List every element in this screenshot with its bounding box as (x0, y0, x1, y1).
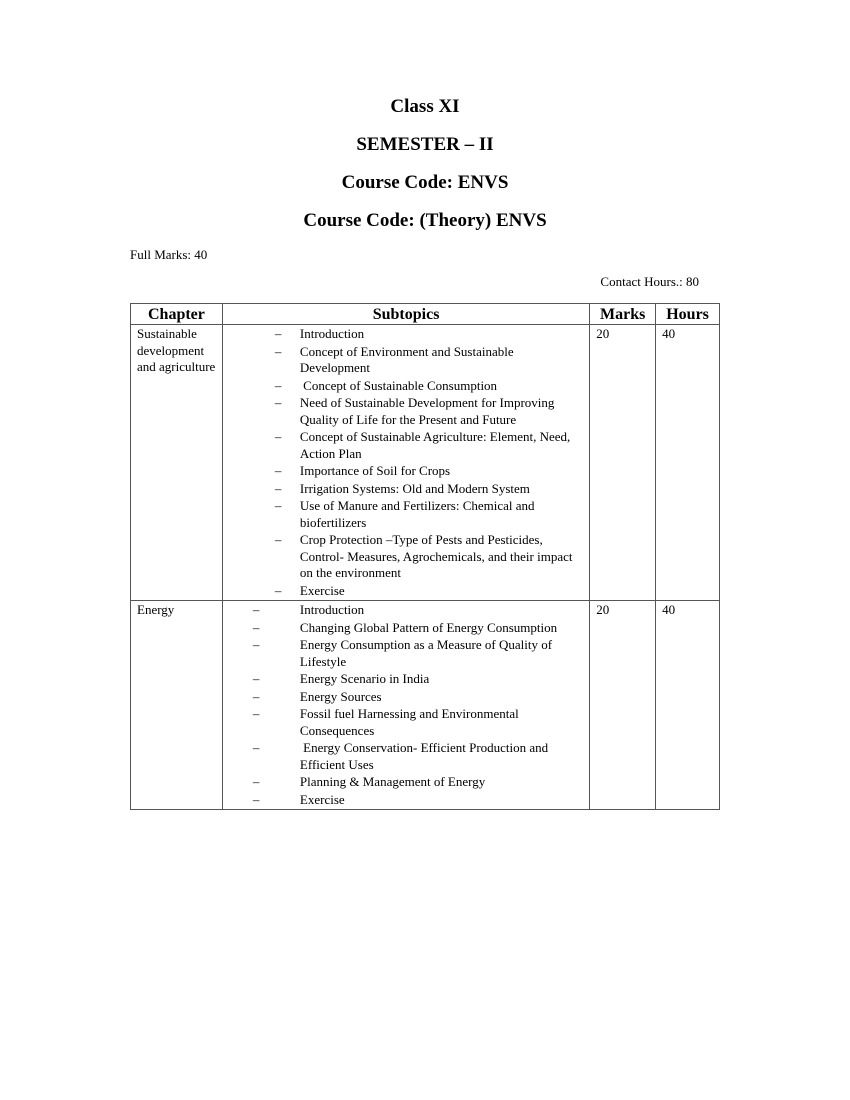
subtopic-text: Energy Scenario in India (299, 671, 430, 686)
chapter-cell: Sustainable development and agriculture (131, 325, 223, 601)
course-code-theory-heading: Course Code: (Theory) ENVS (303, 210, 547, 231)
table-header-row (131, 304, 720, 325)
list-item (229, 792, 583, 809)
chapter-cell: Energy (131, 601, 223, 810)
subtopic-text: Energy Consumption as a Measure of Quality of Lifestyle (299, 637, 553, 669)
list-item (229, 671, 583, 688)
hours-header: Hours (656, 304, 720, 325)
syllabus-table (130, 303, 720, 810)
subtopic-list (229, 602, 583, 808)
contact-hours: Contact Hours.: 80 (600, 274, 699, 289)
marks-cell: 20 (590, 601, 656, 810)
dash-bullet: – (274, 532, 282, 547)
chapter-header: Chapter (131, 304, 223, 325)
dash-bullet: – (274, 377, 282, 393)
subtopic-text: Changing Global Pattern of Energy Consumption (299, 619, 558, 635)
list-item (229, 429, 583, 462)
subtopic-text: Use of Manure and Fertilizers: Chemical and biofertilizers (299, 498, 535, 530)
semester-heading: SEMESTER – II (356, 134, 494, 155)
full-marks: Full Marks: 40 (130, 247, 208, 262)
class-heading: Class XI (390, 96, 460, 117)
marks-header: Marks (590, 304, 656, 325)
subtopic-text: Crop Protection –Type of Pests and Pesticides, Control- Measures, Agrochemicals, and their impact on the environment (299, 532, 573, 580)
subtopic-text: Exercise (299, 791, 345, 807)
dash-bullet: – (274, 582, 282, 598)
dash-bullet: – (274, 480, 282, 496)
subtopics-cell (222, 601, 589, 810)
table-row (131, 325, 720, 601)
list-item (229, 395, 583, 428)
list-item (229, 602, 583, 619)
dash-bullet: – (252, 671, 260, 686)
dash-bullet: – (252, 740, 260, 755)
subtopic-text: Need of Sustainable Development for Improving Quality of Life for the Present and Future (299, 395, 555, 427)
course-code-heading: Course Code: ENVS (341, 172, 509, 193)
dash-bullet: – (252, 791, 260, 807)
dash-bullet: – (252, 602, 260, 617)
dash-bullet: – (274, 429, 282, 444)
subtopic-text: Exercise (299, 582, 345, 598)
dash-bullet: – (274, 498, 282, 513)
list-item (229, 344, 583, 377)
table-row (131, 601, 720, 810)
list-item (229, 583, 583, 600)
subtopic-list (229, 326, 583, 599)
dash-bullet: – (274, 395, 282, 410)
hours-cell: 40 (656, 601, 720, 810)
subtopic-text: Concept of Sustainable Consumption (299, 377, 498, 393)
list-item (229, 532, 583, 582)
subtopic-text: Irrigation Systems: Old and Modern System (299, 480, 530, 496)
subtopic-text: Introduction (299, 326, 365, 341)
list-item (229, 774, 583, 791)
list-item (229, 378, 583, 395)
subtopic-text: Fossil fuel Harnessing and Environmental Consequences (299, 706, 519, 738)
list-item (229, 689, 583, 706)
list-item (229, 706, 583, 739)
dash-bullet: – (252, 688, 260, 704)
subtopic-text: Energy Sources (299, 688, 382, 704)
subtopic-text: Concept of Environment and Sustainable Development (299, 343, 514, 375)
list-item (229, 326, 583, 343)
subtopic-text: Importance of Soil for Crops (299, 463, 451, 478)
dash-bullet: – (252, 706, 260, 721)
list-item (229, 620, 583, 637)
subtopics-cell (222, 325, 589, 601)
list-item (229, 498, 583, 531)
list-item (229, 740, 583, 773)
dash-bullet: – (274, 463, 282, 478)
subtopic-text: Introduction (299, 602, 365, 617)
dash-bullet: – (274, 326, 282, 341)
subtopic-text: Energy Conservation- Efficient Production and Efficient Uses (299, 740, 552, 772)
marks-cell: 20 (590, 325, 656, 601)
list-item (229, 637, 583, 670)
list-item (229, 481, 583, 498)
hours-cell: 40 (656, 325, 720, 601)
dash-bullet: – (252, 619, 260, 635)
subtopic-text: Concept of Sustainable Agriculture: Element, Need, Action Plan (299, 429, 571, 461)
dash-bullet: – (252, 637, 260, 652)
dash-bullet: – (274, 343, 282, 359)
dash-bullet: – (252, 774, 260, 789)
list-item (229, 463, 583, 480)
subtopic-text: Planning & Management of Energy (299, 774, 486, 789)
subtopics-header: Subtopics (222, 304, 589, 325)
